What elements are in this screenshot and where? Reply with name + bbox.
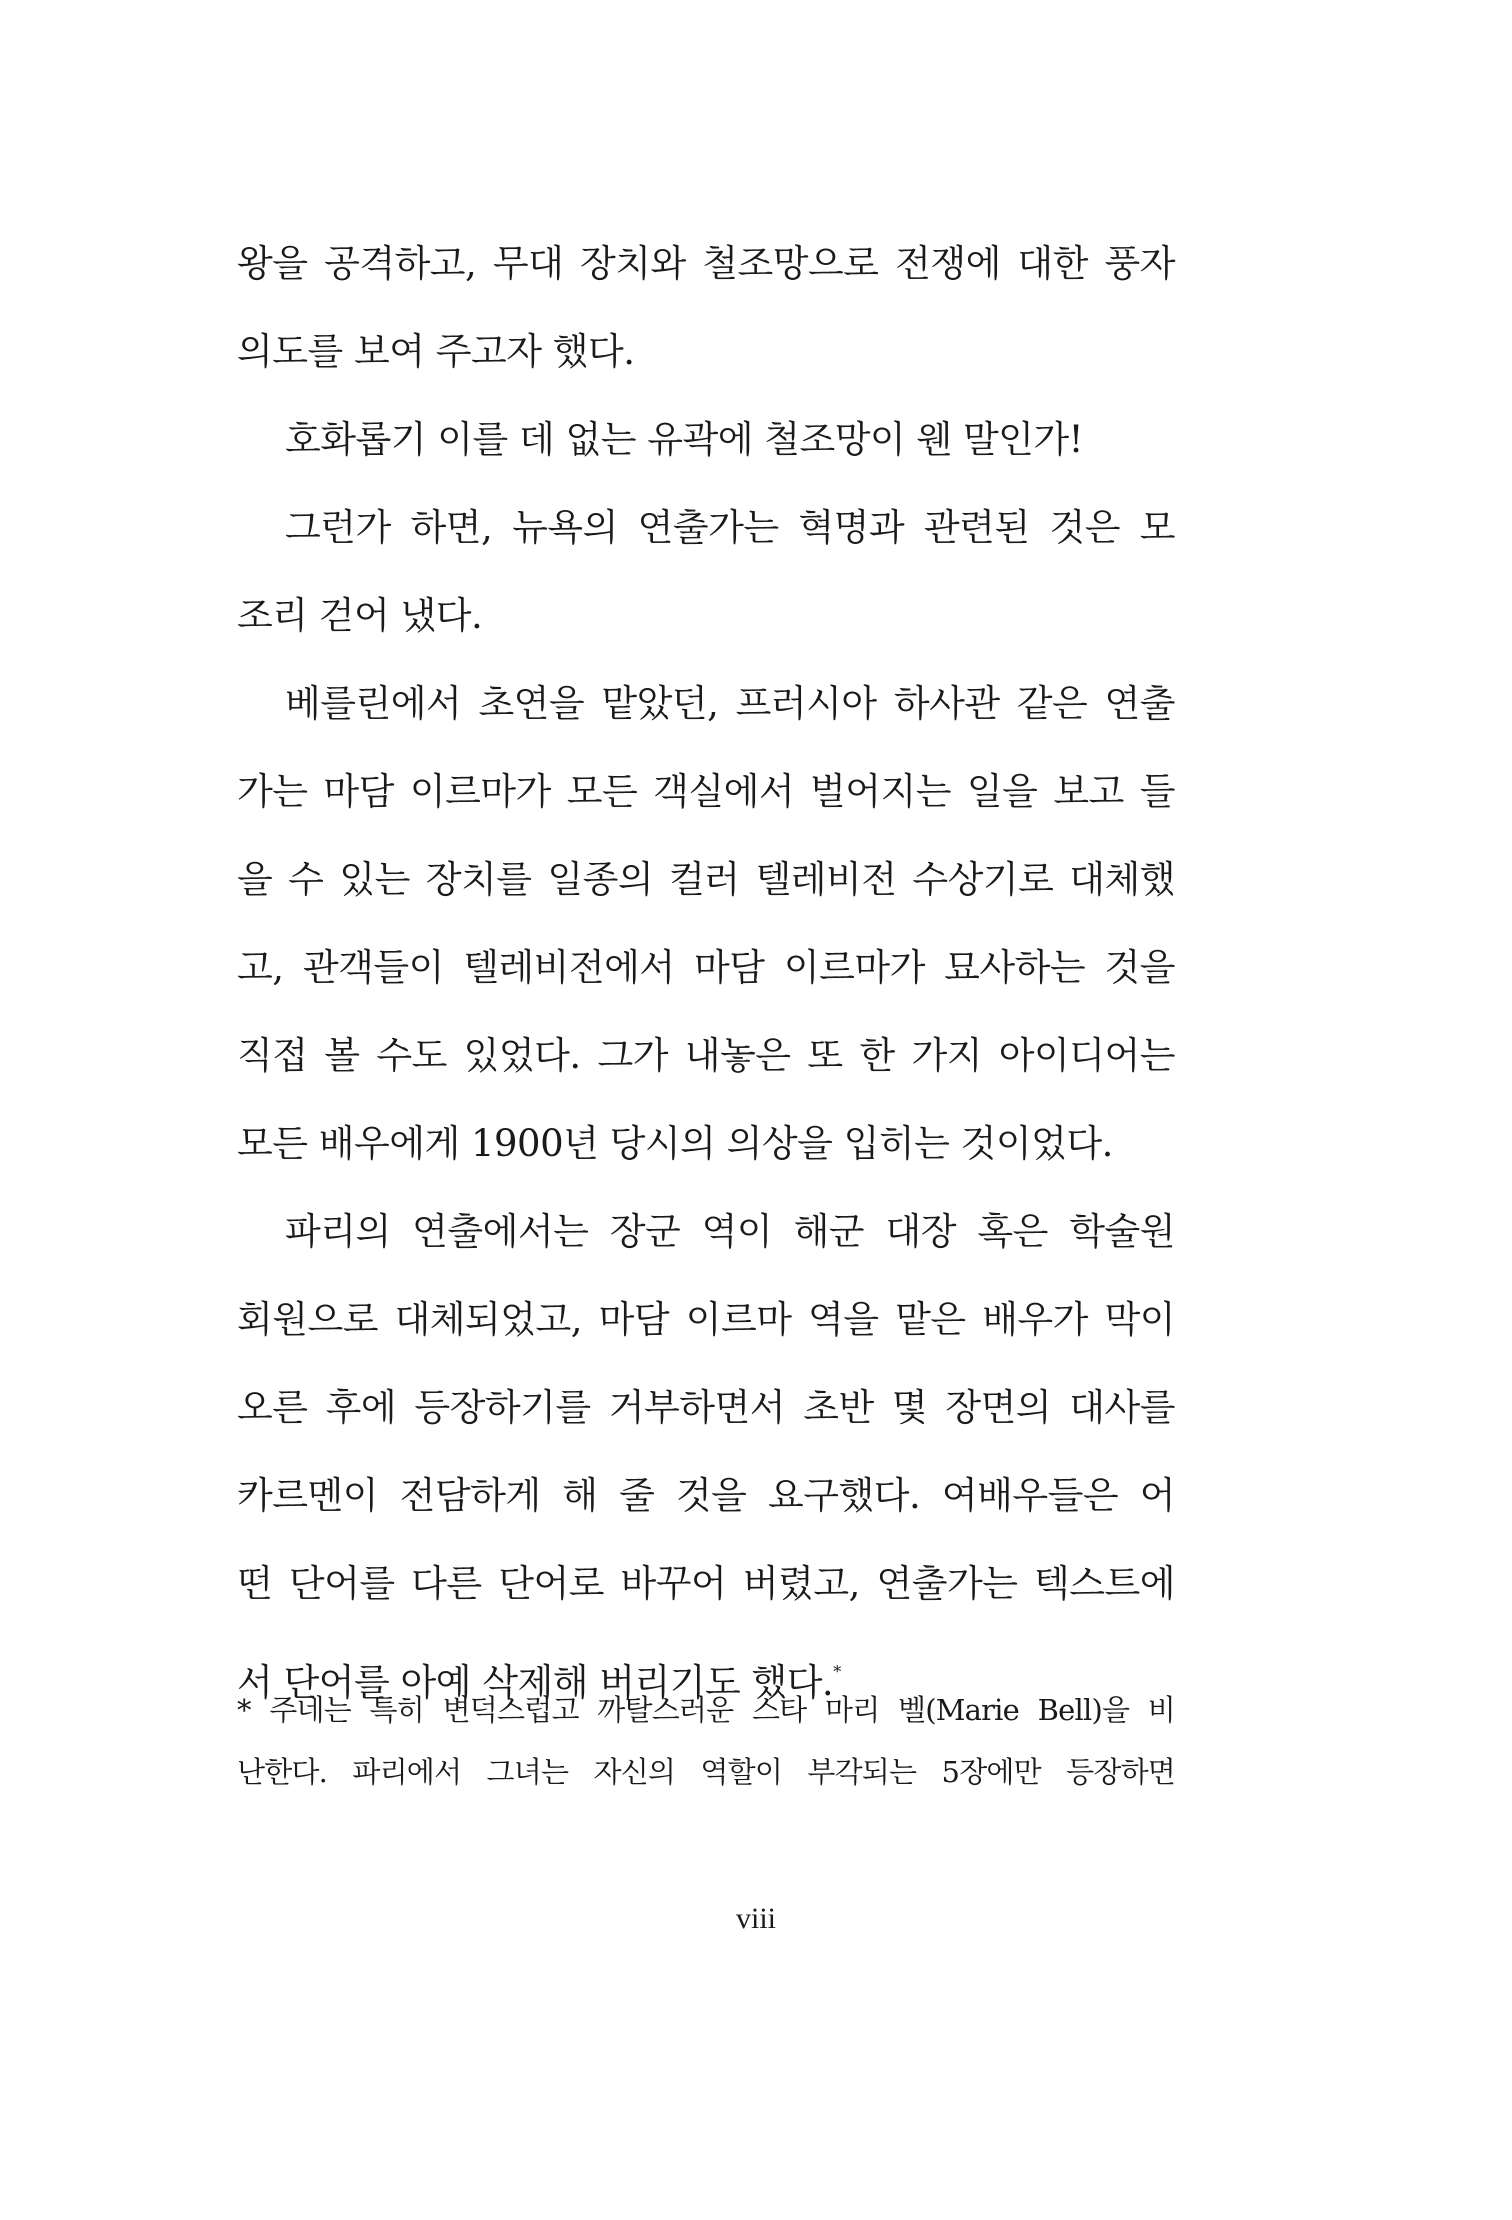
- text-line: 모든 배우에게 1900년 당시의 의상을 입히는 것이었다.: [237, 1122, 1113, 1165]
- text-line: 오른 후에 등장하기를 거부하면서 초반 몇 장면의 대사를: [237, 1386, 1175, 1429]
- text-line: 의도를 보여 주고자 했다.: [237, 330, 635, 373]
- text-line: 직접 볼 수도 있었다. 그가 내놓은 또 한 가지 아이디어는: [237, 1034, 1175, 1077]
- text-line: 파리의 연출에서는 장군 역이 해군 대장 혹은 학술원: [285, 1210, 1175, 1253]
- text-line: 그런가 하면, 뉴욕의 연출가는 혁명과 관련된 것은 모: [285, 506, 1175, 549]
- footnote: [237, 1688, 1175, 1812]
- footnote-line: * 주네는 특히 변덕스럽고 까탈스러운 스타 마리 벨(Marie Bell)을 비: [237, 1693, 1175, 1727]
- page-number: viii: [735, 1902, 776, 1935]
- text-line: 가는 마담 이르마가 모든 객실에서 벌어지는 일을 보고 들: [237, 770, 1175, 813]
- text-line: 호화롭기 이를 데 없는 유곽에 철조망이 웬 말인가!: [285, 418, 1084, 461]
- text-line: 카르멘이 전담하게 해 줄 것을 요구했다. 여배우들은 어: [237, 1474, 1175, 1517]
- text-line: 조리 걷어 냈다.: [237, 594, 483, 637]
- text-line: 고, 관객들이 텔레비전에서 마담 이르마가 묘사하는 것을: [237, 946, 1175, 989]
- footnote-line: 난한다. 파리에서 그녀는 자신의 역할이 부각되는 5장에만 등장하면: [237, 1755, 1175, 1789]
- text-line-content: 서 단어를 아예 삭제해 버리기도 했다.: [237, 1661, 834, 1704]
- text-line: 회원으로 대체되었고, 마담 이르마 역을 맡은 배우가 막이: [237, 1298, 1175, 1341]
- footnote-reference[interactable]: *: [833, 1662, 842, 1681]
- text-line: 떤 단어를 다른 단어로 바꾸어 버렸고, 연출가는 텍스트에: [237, 1562, 1175, 1605]
- text-line: 왕을 공격하고, 무대 장치와 철조망으로 전쟁에 대한 풍자: [237, 242, 1175, 285]
- body-text: [237, 238, 1175, 1734]
- text-line: 베를린에서 초연을 맡았던, 프러시아 하사관 같은 연출: [285, 682, 1175, 725]
- text-line: 을 수 있는 장치를 일종의 컬러 텔레비전 수상기로 대체했: [237, 858, 1175, 901]
